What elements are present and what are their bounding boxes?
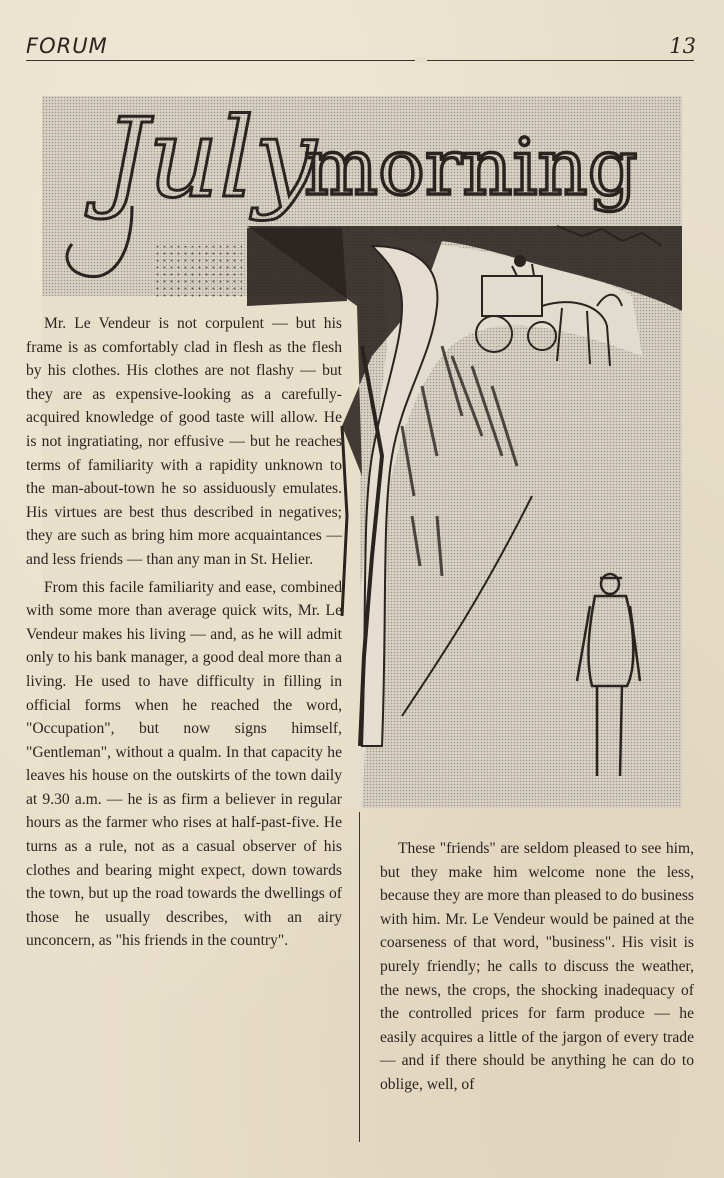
running-head bbox=[26, 30, 696, 60]
right-column bbox=[380, 837, 694, 1097]
magazine-name: FORUM bbox=[26, 34, 108, 58]
header-rule-gap bbox=[415, 57, 427, 63]
left-column bbox=[26, 312, 342, 953]
article-title-second: morning bbox=[304, 123, 638, 213]
header-rule bbox=[26, 60, 694, 61]
page-number: 13 bbox=[669, 34, 696, 58]
paragraph: Mr. Le Vendeur is not corpulent — but his frame is as comfortably clad in flesh as the flesh by his clothes. His clothes are not flashy — but they are as expensive-looking as a carefully-acquired knowledge of good taste will allow. He is not ingratiating, nor effusive — but he reaches terms of familiarity with a rapidity unknown to the man-about-town he so assiduously emulates. His virtues are best thus described in negatives; they are such as bring him more acquaintances — and less friends — than any man in St. Helier. bbox=[26, 315, 342, 568]
column-rule bbox=[359, 812, 360, 1142]
article-title: July bbox=[104, 96, 317, 222]
paragraph: These "friends" are seldom pleased to see him, but they make him welcome none the less, because they are more than pleased to do business with him. Mr. Le Vendeur would be pained at the coarseness of that word, "business". His visit is purely friendly; he calls to discuss the weather, the news, the crops, the shocking inadequacy of the controlled prices for farm produce — he easily acquires a little of the jargon of every trade — and if there should be anything he can do to oblige, well, of bbox=[380, 840, 694, 1093]
paragraph: From this facile familiarity and ease, combined with some more than average quick wits, Mr. Le Vendeur makes his living — and, as he will admit only to his bank manager, a good deal more than a living. He used to have difficulty in filling in official forms when he reached the word, "Occupation", but now signs himself, "Gentleman", without a qualm. In that capacity he leaves his house on the outskirts of the town daily at 9.30 a.m. — he is as firm a believer in regular hours as the farmer who rises at half-past-five. He turns as a rule, not as a casual observer of his clothes and bearing might expect, down towards the town, but up the road towards the dwellings of those he usually describes, with an airy unconcern, as "his friends in the country". bbox=[26, 578, 342, 950]
